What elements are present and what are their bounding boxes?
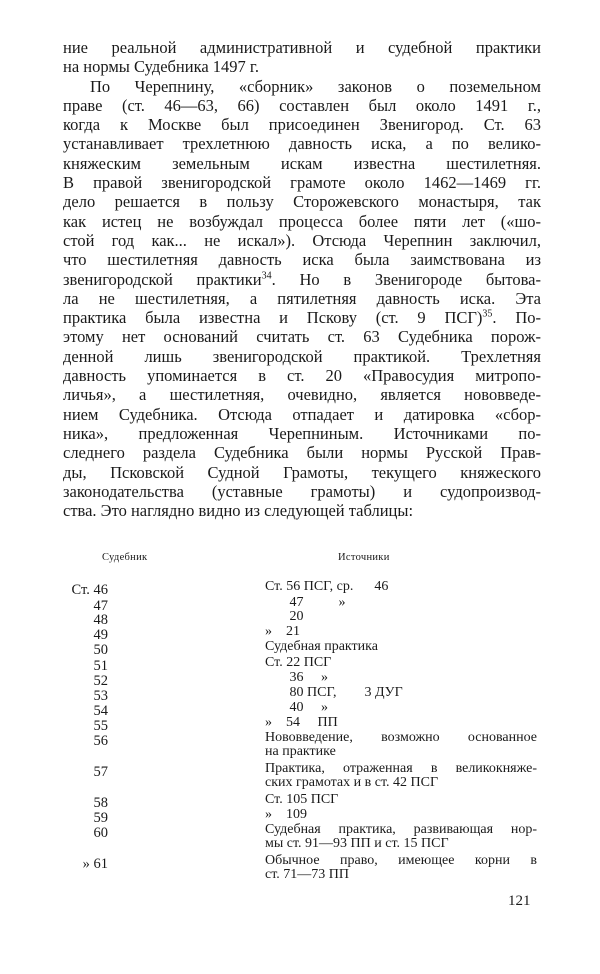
source-cell xyxy=(265,580,537,594)
source-line: » 21 xyxy=(265,624,300,639)
source-line: 40 » xyxy=(265,700,328,715)
footnote-ref-35: 35 xyxy=(482,308,493,320)
text-line: что шестилетняя давность иска была заимствована из xyxy=(63,250,541,270)
source-cell xyxy=(265,596,537,610)
article-number: 50 xyxy=(93,642,108,658)
text-line: на нормы Судебника 1497 г. xyxy=(63,57,259,77)
article-number: Ст. 46 xyxy=(71,582,108,598)
source-line: 80 ПСГ, 3 ДУГ xyxy=(265,685,403,700)
article-number: 51 xyxy=(93,658,108,674)
text-line: как истец не возбуждал процесса более пяти лет («шо- xyxy=(63,211,541,231)
text-line: дело решается в пользу Сторожевского монастыря, так xyxy=(63,192,541,212)
source-cell xyxy=(265,854,537,882)
text-line: ние реальной административной и судебной практики xyxy=(63,38,541,57)
source-line: Нововведение, возможно основанное xyxy=(265,730,537,745)
source-cell xyxy=(265,656,537,670)
column-header-sudebnik: Судебник xyxy=(102,552,148,563)
source-line: » 109 xyxy=(265,807,307,822)
source-line: » 54 ПП xyxy=(265,715,338,730)
footnote-ref-34: 34 xyxy=(261,270,272,282)
article-number: 54 xyxy=(93,703,108,719)
source-line: Судебная практика xyxy=(265,639,378,654)
source-cell xyxy=(265,671,537,685)
body-text xyxy=(63,38,541,520)
paragraph-main xyxy=(63,77,541,521)
text-line: следнего раздела Судебника были нормы Русской Прав- xyxy=(63,443,541,463)
source-line: 47 » xyxy=(265,595,346,610)
source-cell xyxy=(265,701,537,715)
source-line: Ст. 56 ПСГ, ср. 46 xyxy=(265,579,389,594)
text-line: По Черепнину, «сборник» законов о поземельном xyxy=(90,76,541,96)
source-cell xyxy=(265,625,537,639)
source-line: мы ст. 91—93 ПП и ст. 15 ПСГ xyxy=(265,836,449,851)
text-line: личья», а шестилетняя, очевидно, является нововведе- xyxy=(63,385,541,405)
source-cell xyxy=(265,823,537,851)
text-line: ла не шестилетняя, а пятилетняя давность иска. Эта xyxy=(63,288,541,308)
article-number: 52 xyxy=(93,673,108,689)
text-line: денной лишь звенигородской практикой. Трехлетняя xyxy=(63,346,541,366)
article-number: 48 xyxy=(93,612,108,628)
article-number: 53 xyxy=(93,688,108,704)
text-line: этому нет оснований считать ст. 63 Судебника порож- xyxy=(63,327,541,347)
text-line: когда к Москве был присоединен Звенигород. Ст. 63 xyxy=(63,115,541,135)
source-line: на практике xyxy=(265,744,336,759)
source-cell xyxy=(265,762,537,790)
text-line: нием Судебника. Отсюда отпадает и датировка «сбор- xyxy=(63,404,541,424)
source-line: Обычное право, имеющее корни в xyxy=(265,853,537,868)
article-number: 60 xyxy=(93,825,108,841)
text-line: законодательства (уставные грамоты) и судопроизвод- xyxy=(63,481,541,501)
column-header-sources: Источники xyxy=(338,552,390,563)
text-line: ника», предложенная Черепниным. Источниками по- xyxy=(63,423,541,443)
text-line xyxy=(63,270,541,289)
source-line: 36 » xyxy=(265,670,328,685)
text-line: давность упоминается в ст. 20 «Правосудия митропо- xyxy=(63,366,541,386)
source-cell xyxy=(265,716,537,730)
article-number: 47 xyxy=(93,598,108,614)
source-line: ст. 71—73 ПП xyxy=(265,867,349,882)
source-cell xyxy=(265,793,537,807)
article-number: 49 xyxy=(93,627,108,643)
article-number: 58 xyxy=(93,795,108,811)
source-line: Судебная практика, развивающая нор- xyxy=(265,822,537,837)
article-number: » 61 xyxy=(82,856,108,872)
source-cell xyxy=(265,686,537,700)
text-fragment: . По- xyxy=(492,308,541,328)
article-number: 59 xyxy=(93,810,108,826)
source-line: 20 xyxy=(265,609,304,624)
text-line: устанавливает трехлетнюю давность иска, а по велико- xyxy=(63,134,541,154)
text-line: стой год как... не искал»). Отсюда Черепнин заключил, xyxy=(63,230,541,250)
source-cell xyxy=(265,731,537,759)
text-fragment: звенигородской практики xyxy=(63,269,262,289)
source-line: Ст. 22 ПСГ xyxy=(265,655,332,670)
source-line: Ст. 105 ПСГ xyxy=(265,792,339,807)
source-cell xyxy=(265,610,537,624)
source-cell xyxy=(265,808,537,822)
source-cell xyxy=(265,640,537,654)
text-fragment: практика была известна и Пскову (ст. 9 ПСГ) xyxy=(63,308,483,328)
text-line: княжеским земельным искам известна шестилетняя. xyxy=(63,153,541,173)
article-number: 55 xyxy=(93,718,108,734)
text-fragment: . Но в Звенигороде бытова- xyxy=(271,269,541,289)
article-number: 57 xyxy=(93,764,108,780)
text-line: ды, Псковской Судной Грамоты, текущего княжеского xyxy=(63,462,541,482)
paragraph-continuation xyxy=(63,38,541,77)
text-line: праве (ст. 46—63, 66) составлен был около 1491 г., xyxy=(63,95,541,115)
source-line: ских грамотах и в ст. 42 ПСГ xyxy=(265,775,439,790)
article-number: 56 xyxy=(93,733,108,749)
text-line: ства. Это наглядно видно из следующей таблицы: xyxy=(63,501,414,521)
text-line xyxy=(63,308,541,327)
source-line: Практика, отраженная в великокняже- xyxy=(265,761,537,776)
text-line: В правой звенигородской грамоте около 1462—1469 гг. xyxy=(63,173,541,193)
page-number: 121 xyxy=(508,893,531,909)
